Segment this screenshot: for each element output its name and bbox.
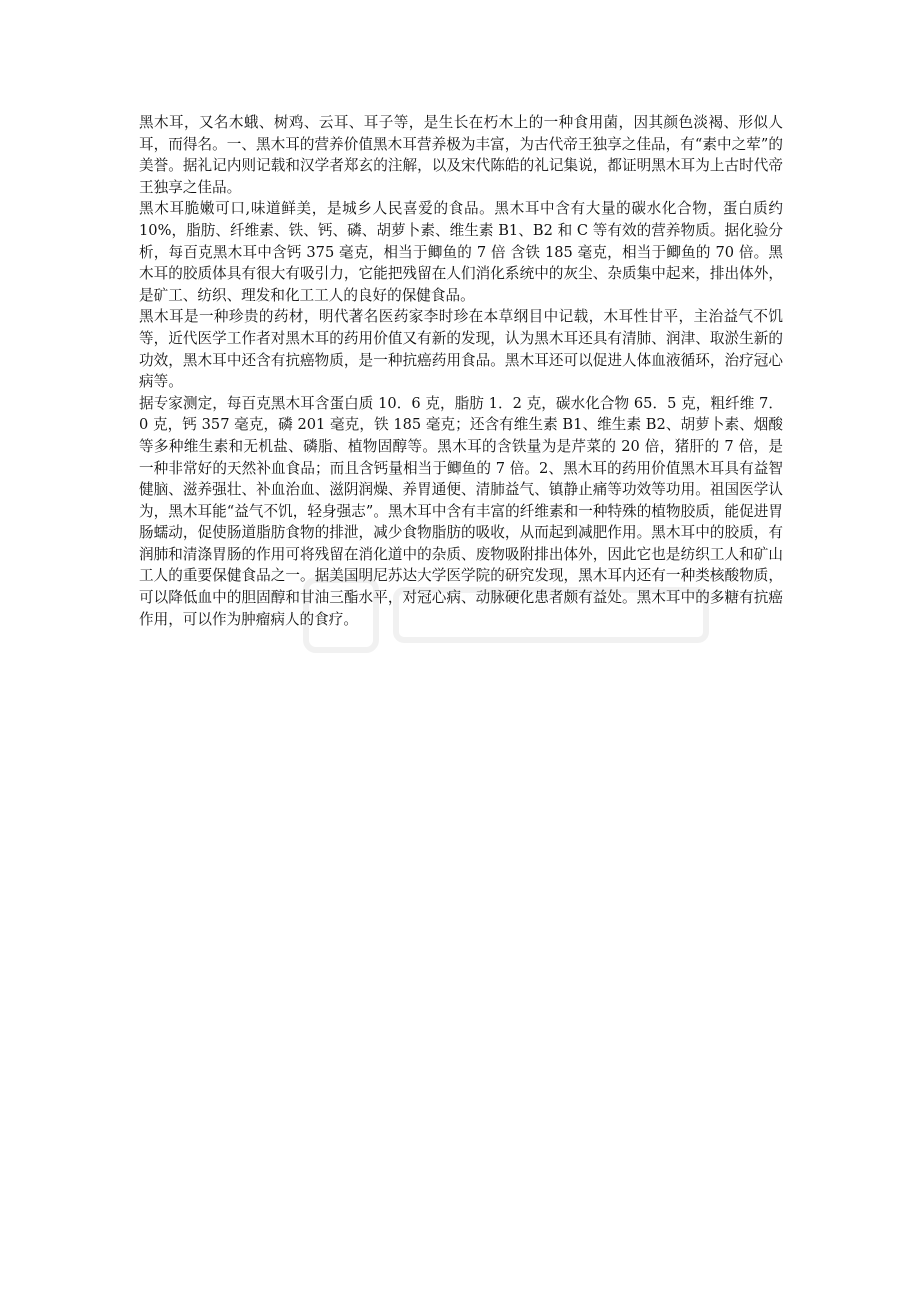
paragraph-2: 黑木耳脆嫩可口,味道鲜美，是城乡人民喜爱的食品。黑木耳中含有大量的碳水化合物，蛋白质约 10%，脂肪、纤维素、铁、钙、磷、胡萝卜素、维生素 B1、B2 和 C 等有效的营养物质。据化验分析，每百克黑木耳中含钙 375 毫克，相当于鲫鱼的 7 倍 含铁 185 毫克，相当于鲫鱼的 70 倍。黑木耳的胶质体具有很大有吸引力，它能把残留在人们消化系统中的灰尘、杂质集中起来，排出体外，是矿工、纺织、理发和化工工人的良好的保健食品。 [139, 200, 783, 304]
paragraph-3: 黑木耳是一种珍贵的药材，明代著名医药家李时珍在本草纲目中记载，木耳性甘平，主治益气不饥等，近代医学工作者对黑木耳的药用价值又有新的发现，认为黑木耳还具有清肺、润津、取淤生新的功效，黑木耳中还含有抗癌物质，是一种抗癌药用食品。黑木耳还可以促进人体血液循环，治疗冠心病等。 [139, 308, 783, 391]
paragraph-4: 据专家测定，每百克黑木耳含蛋白质 10．6 克，脂肪 1．2 克，碳水化合物 65．5 克，粗纤维 7．0 克，钙 357 毫克，磷 201 毫克，铁 185 毫克；还含有维生素 B1、维生素 B2、胡萝卜素、烟酸等多种维生素和无机盐、磷脂、植物固醇等。黑木耳的含铁量为是芹菜的 20 倍，猪肝的 7 倍，是一种非常好的天然补血食品；而且含钙量相当于鲫鱼的 7 倍。2、黑木耳的药用价值黑木耳具有益智健脑、滋养强壮、补血治血、滋阴润燥、养胃通便、清肺益气、镇静止痛等功效等功用。祖国医学认为，黑木耳能“益气不饥，轻身强志”。黑木耳中含有丰富的纤维素和一种特殊的植物胶质，能促进胃肠蠕动，促使肠道脂肪食物的排泄，减少食物脂肪的吸收，从而起到减肥作用。黑木耳中的胶质，有润肺和清涤胃肠的作用可将残留在消化道中的杂质、废物吸附排出体外，因此它也是纺织工人和矿山工人的重要保健食品之一。据美国明尼苏达大学医学院的研究发现，黑木耳内还有一种类核酸物质，可以降低血中的胆固醇和甘油三酯水平，对冠心病、动脉硬化患者颇有益处。黑木耳中的多糖有抗癌作用，可以作为肿瘤病人的食疗。 [139, 394, 783, 628]
document-body [139, 112, 783, 630]
paragraph-1: 黑木耳，又名木蛾、树鸡、云耳、耳子等，是生长在朽木上的一种食用菌，因其颜色淡褐、形似人耳，而得名。一、黑木耳的营养价值黑木耳营养极为丰富，为古代帝王独享之佳品，有“素中之荤”的美誉。据礼记内则记载和汉学者郑玄的注解，以及宋代陈皓的礼记集说，都证明黑木耳为上古时代帝王独享之佳品。 [139, 114, 783, 196]
